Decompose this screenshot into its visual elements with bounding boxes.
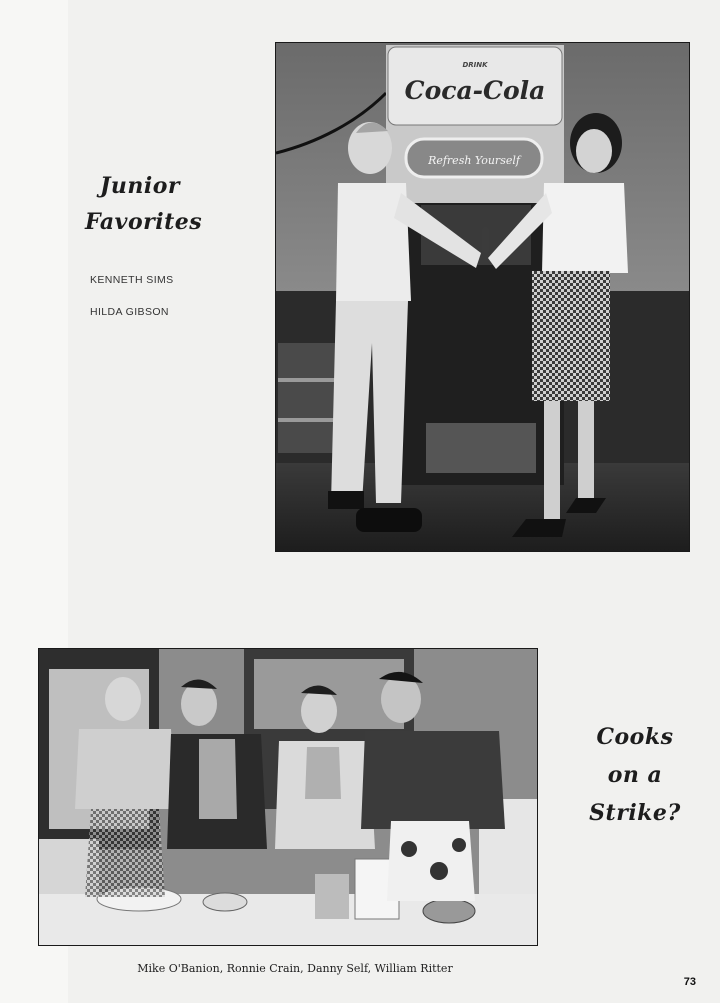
cooking-caption: Mike O'Banion, Ronnie Crain, Danny Self, William Ritter <box>137 962 453 975</box>
heading-line-junior: Junior <box>99 173 181 199</box>
favorites-names <box>90 274 174 338</box>
cooks-heading <box>580 718 690 832</box>
junior-favorites-heading <box>85 168 203 240</box>
cooking-photo <box>38 648 538 946</box>
sign-brand-text: Coca-Cola <box>404 76 546 105</box>
name-hilda-gibson: HILDA GIBSON <box>90 306 169 318</box>
sign-slogan-text: Refresh Yourself <box>428 154 520 167</box>
heading-line-cooks: Cooks <box>596 724 674 750</box>
page-number: 73 <box>683 976 696 988</box>
heading-line-on-a: on a <box>607 762 663 788</box>
sign-drink-text: DRINK <box>462 61 488 69</box>
coca-cola-photo-drawing <box>276 43 689 551</box>
coca-cola-photo <box>275 42 690 552</box>
cooking-photo-drawing <box>39 649 537 945</box>
heading-line-favorites: Favorites <box>85 209 203 235</box>
name-kenneth-sims: KENNETH SIMS <box>90 274 174 286</box>
heading-line-strike: Strike? <box>589 800 681 826</box>
